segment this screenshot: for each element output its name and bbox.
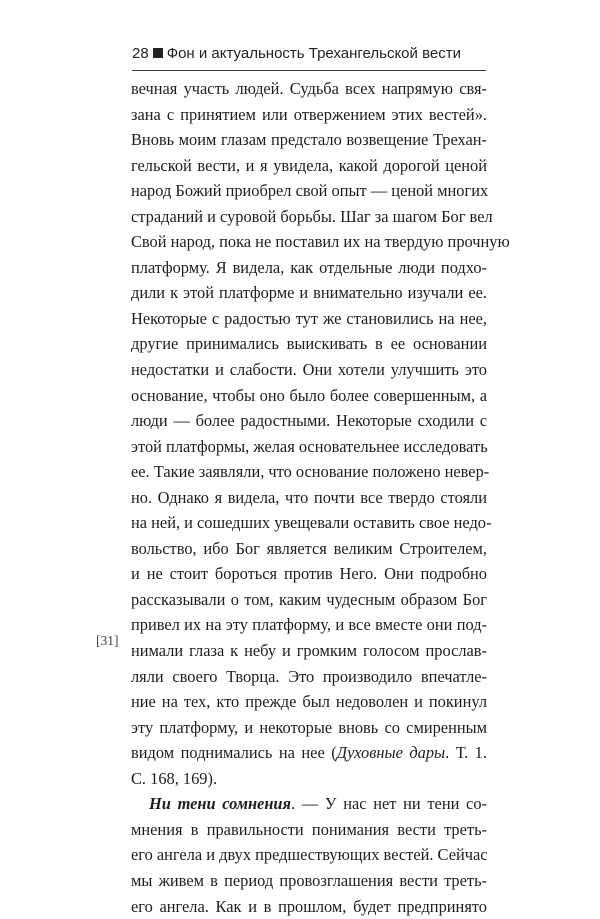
citation-line (131, 740, 487, 766)
text-line: дили к этой платформе и внимательно изучали ее. (131, 280, 487, 306)
margin-page-reference: [31] (96, 632, 119, 650)
text-line: страданий и суровой борьбы. Шаг за шагом Бог вел (131, 204, 487, 230)
text-line: но. Однако я видела, что почти все твердо стояли (131, 485, 487, 511)
section-first-line (131, 791, 487, 817)
text-line: эту платформу, и некоторые вновь со смиренным (131, 715, 487, 741)
text-line: платформу. Я видела, как отдельные люди подхо- (131, 255, 487, 281)
body-text (131, 76, 487, 919)
text-line: мнения в правильности понимания вести треть- (131, 817, 487, 843)
text-line: и не стоит бороться против Него. Они подробно (131, 561, 487, 587)
text-line: вечная участь людей. Судьба всех напрямую свя- (131, 76, 487, 102)
text-line: люди — более радостными. Некоторые сходили с (131, 408, 487, 434)
text-line: этой платформы, желая основательнее исследовать (131, 434, 487, 460)
page-number: 28 (132, 45, 149, 62)
header-rule (132, 70, 486, 71)
running-title: Фон и актуальность Трехангельской вести (167, 45, 461, 62)
text-line: ние на тех, кто прежде был недоволен и покинул (131, 689, 487, 715)
citation-source-title: Духовные дары (337, 743, 445, 762)
text-line: ляли своего Творца. Это производило впечатле- (131, 664, 487, 690)
text-line: народ Божий приобрел свой опыт — ценой многих (131, 178, 487, 204)
citation-lead-text: видом поднимались на нее ( (131, 743, 337, 762)
text-line: Вновь моим глазам предстало возвещение Трехан- (131, 127, 487, 153)
text-line: гельской вести, и я увидела, какой дорогой ценой (131, 153, 487, 179)
section-heading: Ни тени сомнения (149, 794, 291, 813)
citation-volume: . Т. 1. (445, 743, 487, 762)
text-line: привел их на эту платформу, и все вместе они под- (131, 612, 487, 638)
text-line: основание, чтобы оно было более совершенным, а (131, 383, 487, 409)
text-line: недостатки и слабости. Они хотели улучшить это (131, 357, 487, 383)
text-line: рассказывали о том, каким чудесным образом Бог (131, 587, 487, 613)
text-line: зана с принятием или отвержением этих вестей». (131, 102, 487, 128)
text-line: Свой народ, пока не поставил их на твердую прочную (131, 229, 487, 255)
text-line: его ангела и двух предшествующих вестей. Сейчас (131, 842, 487, 868)
text-line: на ней, и сошедших увещевали оставить свое недо- (131, 510, 487, 536)
text-line: С. 168, 169). (131, 766, 487, 792)
running-header (132, 44, 480, 64)
text-line: другие принимались выискивать в ее основании (131, 331, 487, 357)
text-line: нимали глаза к небу и громким голосом прослав- (131, 638, 487, 664)
text-line: ее. Такие заявляли, что основание положено невер- (131, 459, 487, 485)
square-bullet-icon (153, 48, 163, 58)
text-line: мы живем в период провозглашения вести треть- (131, 868, 487, 894)
text-line: его ангела. Как и в прошлом, будет предпринято (131, 894, 487, 919)
section-first-line-text: . — У нас нет ни тени со- (291, 794, 487, 813)
text-line: Некоторые с радостью тут же становились на нее, (131, 306, 487, 332)
text-line: вольство, ибо Бог является великим Строителем, (131, 536, 487, 562)
